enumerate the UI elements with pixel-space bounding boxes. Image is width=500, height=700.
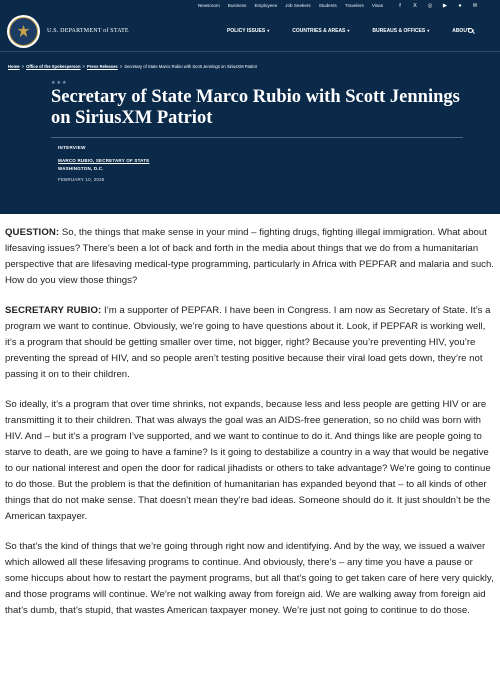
transcript-paragraph [5, 225, 496, 289]
site-header [0, 0, 500, 214]
youtube-icon[interactable]: ▶ [442, 2, 448, 9]
breadcrumb-separator: > [21, 64, 25, 69]
breadcrumb-press-releases[interactable]: Press Releases [87, 64, 118, 69]
email-icon[interactable]: ✉ [472, 2, 478, 9]
search-icon[interactable] [468, 28, 476, 36]
paragraph-text: I’m a supporter of PEPFAR. I have been in Congress. I am now as Secretary of State. It’s a program we want to continue. Obviously, we’re going to have questions about it. Look, if PEPFAR is working well, it’s a program that should be getting smaller over time, not bigger, right? Because you’re preventing HIV, you’re preventing the spread of HIV, and so people aren’t testing positive because their viral load gets down, they’re not passing it on to their children. [5, 305, 491, 380]
nav-countries-areas-label: COUNTRIES & AREAS [292, 28, 346, 34]
utility-link-job-seekers[interactable]: Job Seekers [285, 3, 311, 8]
utility-bar [0, 0, 500, 11]
title-divider [51, 137, 463, 138]
chevron-down-icon: ▾ [267, 28, 270, 33]
utility-link-employees[interactable]: Employees [254, 3, 278, 8]
main-bar [0, 11, 500, 52]
breadcrumb-home[interactable]: Home [8, 64, 20, 69]
instagram-icon[interactable]: ◎ [427, 2, 433, 9]
utility-link-business[interactable]: Business [227, 3, 247, 8]
main-nav [204, 28, 474, 34]
seal-ring [9, 17, 38, 46]
breadcrumb-separator: > [82, 64, 85, 69]
transcript-paragraph [5, 397, 496, 525]
paragraph-text: So that’s the kind of things that we’re going through right now and identifying. And by the way, we issued a waiver which allowed all these lifesaving programs to continue. And obviously, there’s – any time you have a pause or some hiccups about how to restart the payment programs, but all that’s going to get taken care of here very quickly, and those programs will continue. We’re not walking away from foreign aid. We are walking away from foreign aid that’s dumb, that’s stupid, that wastes American taxpayer money. We’re just not going to continue to do those. [5, 541, 494, 616]
transcript-paragraph [5, 539, 496, 619]
content-type-label: INTERVIEW [58, 145, 86, 150]
x-icon[interactable]: X [413, 2, 417, 9]
social-links [397, 3, 478, 9]
department-name[interactable]: U.S. DEPARTMENT of STATE [47, 28, 129, 34]
facebook-icon[interactable]: f [399, 2, 401, 9]
breadcrumb-office-spokesperson[interactable]: Office of the Spokesperson [26, 64, 81, 69]
utility-link-visas[interactable]: Visas [371, 3, 383, 8]
utility-link-students[interactable]: Students [318, 3, 337, 8]
eagle-icon [18, 25, 30, 37]
paragraph-text: So, the things that make sense in your mind – fighting drugs, fighting illegal immigration. What about lifesaving issues? There’s been a lot of back and forth in the media about things that we do from a humanitarian perspective that are lifesaving medical-type programming, particularly in Africa with PEPFAR and malaria and such. How do you view those things? [5, 227, 494, 286]
utility-link-newsroom[interactable]: Newsroom [197, 3, 220, 8]
state-department-seal-logo[interactable] [7, 15, 40, 48]
stars-decoration: ★★★ [51, 80, 68, 86]
nav-policy-issues-label: POLICY ISSUES [226, 28, 266, 34]
page-title: Secretary of State Marco Rubio with Scott Jennings on SiriusXM Patriot [51, 87, 460, 128]
nav-countries-areas[interactable] [292, 28, 349, 34]
nav-policy-issues[interactable] [227, 28, 269, 34]
utility-links [198, 3, 383, 8]
paragraph-text: So ideally, it’s a program that over time shrinks, not expands, because less and less people are getting HIV or are transmitting it to their children. That was always the goal was an AIDS-free generation, so no child was born with HIV. And – but it’s a program I’ve supported, and we want to continue to do it. And things like are people going to starve to death, are we going to have a famine? Is it going to destabilize a country in a way that would be negative to our national interest and open the door for radical jihadists or others to take advantage? We’re going to continue to do those. But the problem is that the definition of humanitarian has expanded beyond that – to all kinds of other things that do not make sense. That doesn’t mean they’re bad ideas. Someone should do it. It just shouldn’t be the American taxpayer. [5, 399, 491, 522]
hero-banner [0, 52, 500, 214]
search-icon-handle [472, 31, 475, 34]
chevron-down-icon: ▾ [347, 28, 350, 33]
utility-link-travelers[interactable]: Travelers [344, 3, 364, 8]
nav-bureaus-offices[interactable] [372, 28, 429, 34]
breadcrumb-current: Secretary of State Marco Rubio with Scott Jennings on SiriusXM Patriot [124, 64, 257, 69]
dateline-location: WASHINGTON, D.C. [58, 166, 104, 171]
nav-bureaus-offices-label: BUREAUS & OFFICES [372, 28, 426, 34]
chevron-down-icon: ▾ [427, 28, 430, 33]
speaker-label: SECRETARY RUBIO: [5, 305, 102, 316]
publish-date: FEBRUARY 10, 2025 [58, 177, 105, 182]
breadcrumb-separator: > [119, 64, 123, 69]
transcript-paragraph [5, 303, 496, 383]
breadcrumb [8, 52, 500, 69]
author-link[interactable]: MARCO RUBIO, SECRETARY OF STATE [58, 158, 150, 163]
flickr-icon[interactable]: ● [458, 2, 462, 9]
nav-about-label: ABOUT [452, 28, 470, 34]
speaker-label: QUESTION: [5, 227, 60, 238]
article-body [0, 214, 496, 619]
